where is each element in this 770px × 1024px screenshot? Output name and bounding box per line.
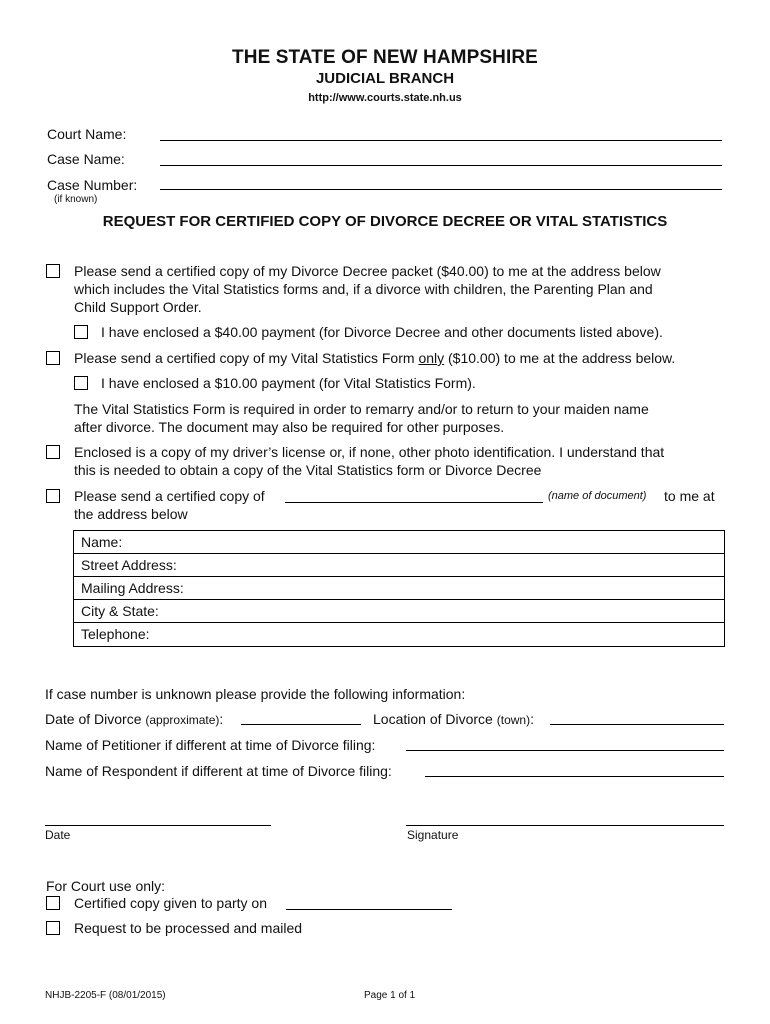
option4-line2: the address below: [74, 506, 188, 522]
option1-line2: which includes the Vital Statistics forms and, if a divorce with children, the Parenting Plan and: [74, 281, 653, 297]
divorce-decree-checkbox[interactable]: [46, 264, 60, 278]
option1-line1: Please send a certified copy of my Divorce Decree packet ($40.00) to me at the address below: [74, 263, 661, 279]
respondent-field[interactable]: [425, 776, 724, 777]
address-street-row[interactable]: Street Address:: [74, 554, 724, 577]
signature-line[interactable]: [406, 825, 724, 826]
option4-text-start: Please send a certified copy of: [74, 488, 265, 504]
case-number-field[interactable]: [160, 189, 722, 190]
note-line1: The Vital Statistics Form is required in order to remarry and/or to return to your maiden name: [74, 401, 649, 417]
document-name-field[interactable]: [285, 502, 543, 503]
vital-statistics-checkbox[interactable]: [46, 351, 60, 365]
option3-line1: Enclosed is a copy of my driver’s license or, if none, other photo identification. I understand that: [74, 444, 665, 460]
petitioner-field[interactable]: [406, 750, 724, 751]
respondent-label: Name of Respondent if different at time of Divorce filing:: [45, 763, 392, 779]
case-name-field[interactable]: [160, 165, 722, 166]
state-heading: THE STATE OF NEW HAMPSHIRE: [232, 47, 538, 68]
case-number-label: Case Number:: [47, 177, 138, 193]
payment-10-checkbox[interactable]: [74, 376, 88, 390]
option2-text: Please send a certified copy of my Vital Statistics Form only ($10.00) to me at the address below.: [74, 350, 676, 366]
branch-heading: JUDICIAL BRANCH: [315, 70, 455, 87]
date-of-divorce-label: Date of Divorce (approximate):: [45, 711, 224, 727]
court-use-heading: For Court use only:: [46, 878, 166, 894]
option3-line2: this is needed to obtain a copy of the Vital Statistics form or Divorce Decree: [74, 462, 542, 478]
address-table: [73, 530, 725, 647]
form-title: REQUEST FOR CERTIFIED COPY OF DIVORCE DECREE OR VITAL STATISTICS: [102, 213, 668, 230]
option1-line3: Child Support Order.: [74, 299, 202, 315]
court-url: http://www.courts.state.nh.us: [308, 92, 462, 104]
process-mail-text: Request to be processed and mailed: [74, 920, 303, 936]
case-name-label: Case Name:: [47, 151, 125, 167]
copy-given-text: Certified copy given to party on: [74, 895, 267, 911]
form-id: NHJB-2205-F (08/01/2015): [45, 990, 166, 1001]
date-of-divorce-field[interactable]: [241, 724, 361, 725]
note-line2: after divorce. The document may also be required for other purposes.: [74, 419, 505, 435]
location-of-divorce-label: Location of Divorce (town):: [373, 711, 534, 727]
address-mailing-row[interactable]: Mailing Address:: [74, 577, 724, 600]
unknown-case-intro: If case number is unknown please provide the following information:: [45, 686, 466, 702]
document-name-hint: (name of document): [548, 490, 647, 502]
copy-given-date-field[interactable]: [286, 909, 452, 910]
process-mail-checkbox[interactable]: [46, 921, 60, 935]
address-phone-row[interactable]: Telephone:: [81, 626, 150, 642]
payment-40-checkbox[interactable]: [74, 325, 88, 339]
court-name-field[interactable]: [160, 140, 722, 141]
petitioner-label: Name of Petitioner if different at time of Divorce filing:: [45, 737, 376, 753]
copy-given-checkbox[interactable]: [46, 896, 60, 910]
other-document-checkbox[interactable]: [46, 489, 60, 503]
date-label: Date: [45, 828, 71, 842]
option2-payment-text: I have enclosed a $10.00 payment (for Vital Statistics Form).: [101, 375, 476, 391]
signature-label: Signature: [407, 828, 459, 842]
address-name-row[interactable]: Name:: [74, 531, 724, 554]
option1-payment-text: I have enclosed a $40.00 payment (for Divorce Decree and other documents listed above).: [101, 324, 663, 340]
case-number-note: (if known): [54, 194, 98, 205]
court-name-label: Court Name:: [47, 126, 127, 142]
photo-id-checkbox[interactable]: [46, 445, 60, 459]
location-of-divorce-field[interactable]: [550, 724, 724, 725]
option4-text-end: to me at: [664, 488, 715, 504]
date-signature-line[interactable]: [45, 825, 271, 826]
page-number: Page 1 of 1: [364, 990, 416, 1001]
address-city-row[interactable]: City & State:: [74, 600, 724, 623]
